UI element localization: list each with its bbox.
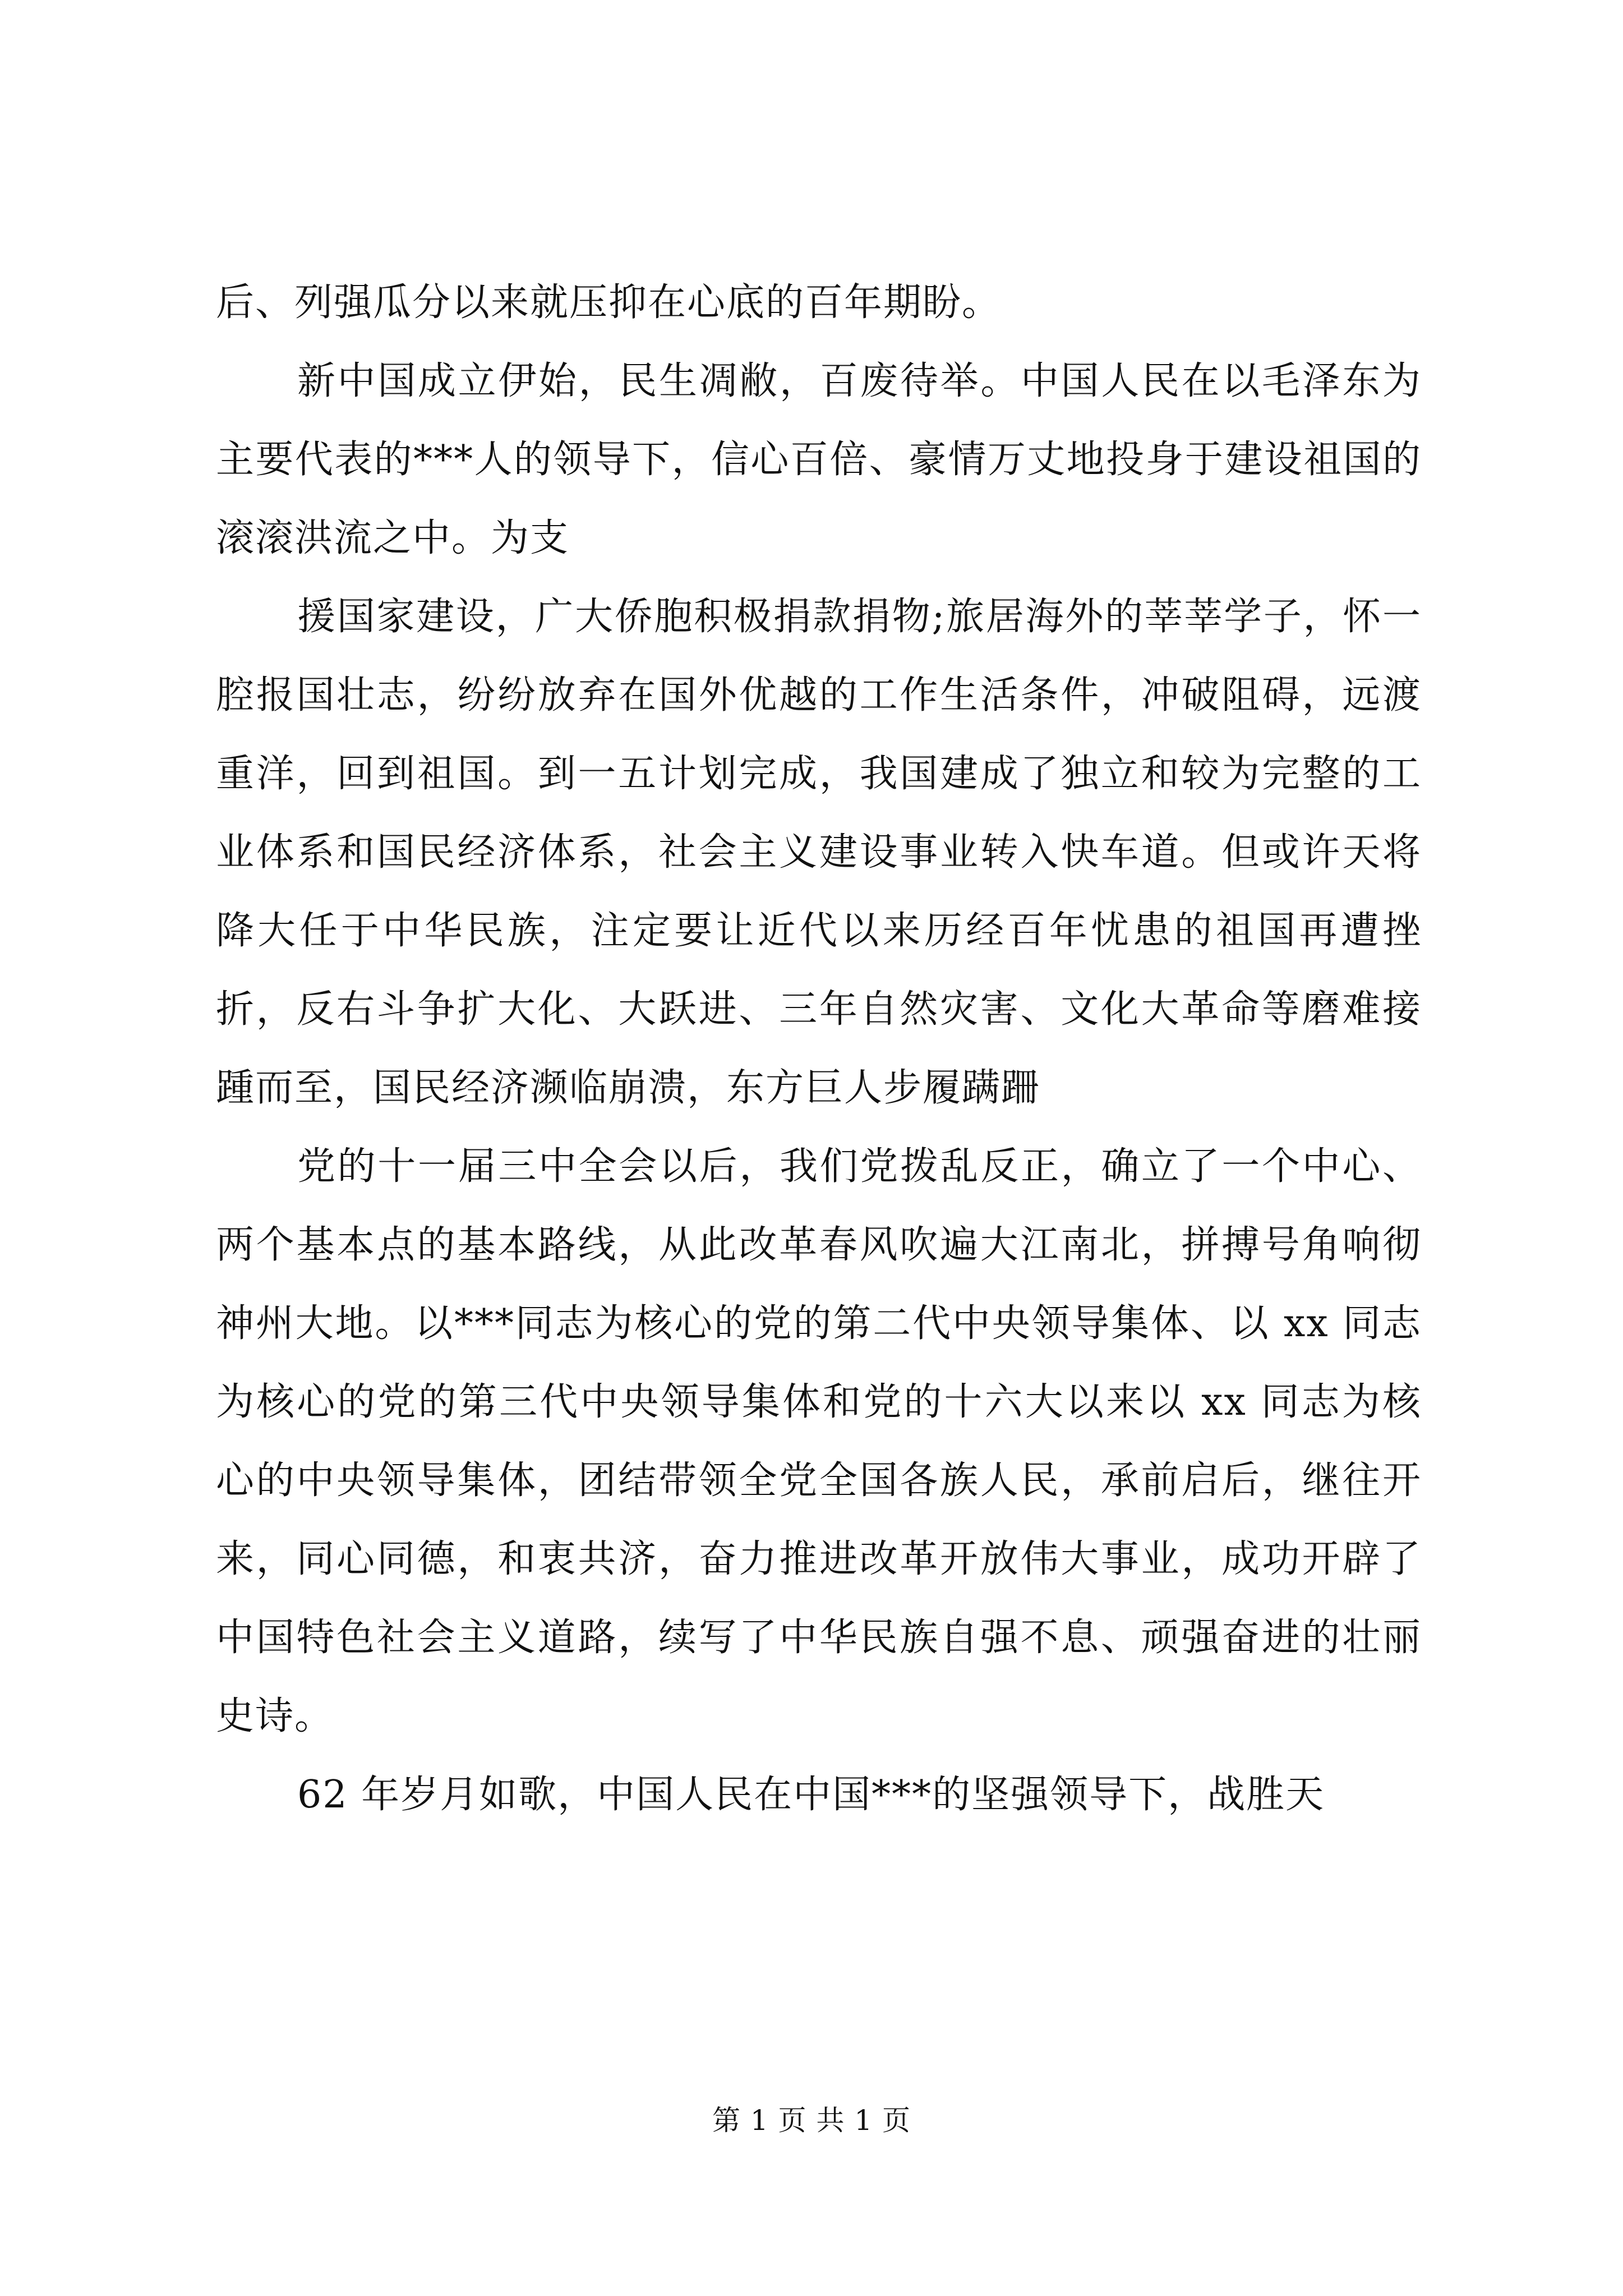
paragraph-3: 援国家建设，广大侨胞积极捐款捐物;旅居海外的莘莘学子，怀一腔报国壮志，纷纷放弃在国外优越的工作生活条件，冲破阻碍，远渡重洋，回到祖国。到一五计划完成，我国建成了独立和较为完整的工业体系和国民经济体系，社会主义建设事业转入快车道。但或许天将降大任于中华民族，注定要让近代以来历经百年忧患的祖国再遭挫折，反右斗争扩大化、大跃进、三年自然灾害、文化大革命等磨难接踵而至，国民经济濒临崩溃，东方巨人步履蹒跚 xyxy=(216,595,1422,1110)
paragraph-5: 62 年岁月如歌，中国人民在中国***的坚强领导下，战胜天 xyxy=(297,1773,1325,1817)
paragraph-1: 后、列强瓜分以来就压抑在心底的百年期盼。 xyxy=(216,280,1002,325)
paragraph-4: 党的十一届三中全会以后，我们党拨乱反正，确立了一个中心、两个基本点的基本路线，从此改革春风吹遍大江南北，拼搏号角响彻神州大地。以***同志为核心的党的第二代中央领导集体、以 xx 同志为核心的党的第三代中央领导集体和党的十六大以来以 xx 同志为核心的中央领导集体，团结带领全党全国各族人民，承前启后，继往开来，同心同德，和衷共济，奋力推进改革开放伟大事业，成功开辟了中国特色社会主义道路，续写了中华民族自强不息、顽强奋进的壮丽史诗。 xyxy=(216,1144,1422,1738)
document-body xyxy=(216,264,1422,1834)
page-number-footer: 第 1 页 共 1 页 xyxy=(712,2104,911,2137)
paragraph-2: 新中国成立伊始，民生凋敝，百废待举。中国人民在以毛泽东为主要代表的***人的领导下，信心百倍、豪情万丈地投身于建设祖国的滚滚洪流之中。为支 xyxy=(216,359,1422,560)
